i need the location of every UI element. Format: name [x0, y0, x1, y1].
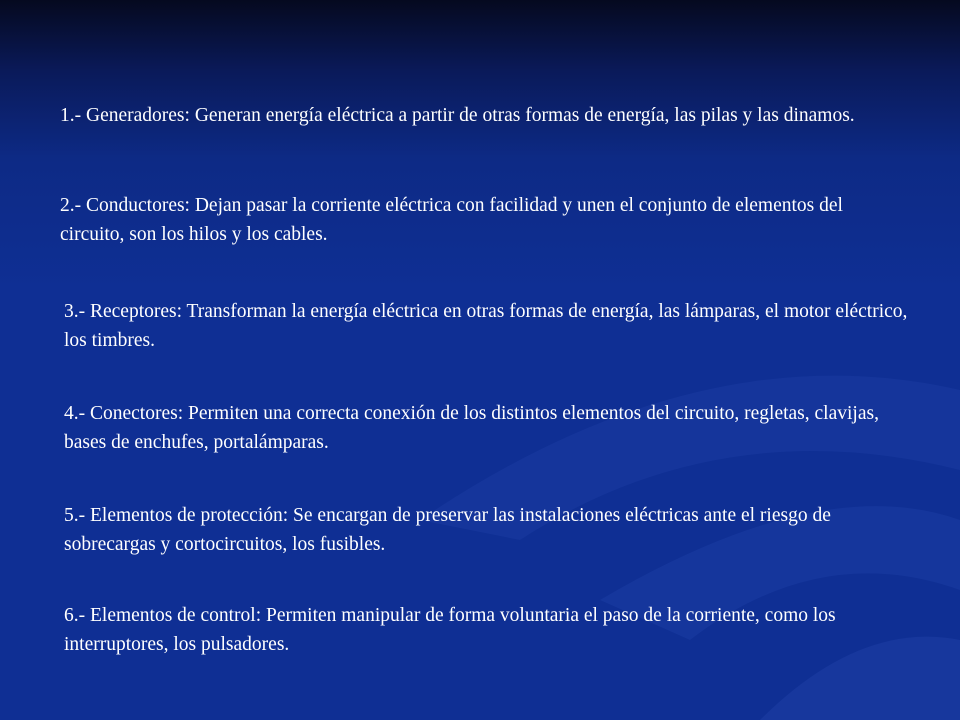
list-item-receptores: 3.- Receptores: Transforman la energía eléctrica en otras formas de energía, las lámparas, el motor eléctrico, los timbres. — [64, 301, 908, 351]
list-item-generadores: 1.- Generadores: Generan energía eléctrica a partir de otras formas de energía, las pilas y las dinamos. — [60, 105, 855, 126]
list-item-elementos-control: 6.- Elementos de control: Permiten manipular de forma voluntaria el paso de la corriente, como los interruptores, los pulsadores. — [64, 605, 836, 655]
list-item-conductores: 2.- Conductores: Dejan pasar la corriente eléctrica con facilidad y unen el conjunto de elementos del circuito, son los hilos y los cables. — [60, 195, 843, 245]
list-item-elementos-proteccion: 5.- Elementos de protección: Se encargan de preservar las instalaciones eléctricas ante el riesgo de sobrecargas y cortocircuitos, los fusibles. — [64, 505, 831, 555]
list-item-conectores: 4.- Conectores: Permiten una correcta conexión de los distintos elementos del circuito, regletas, clavijas, bases de enchufes, portalámparas. — [64, 403, 879, 453]
